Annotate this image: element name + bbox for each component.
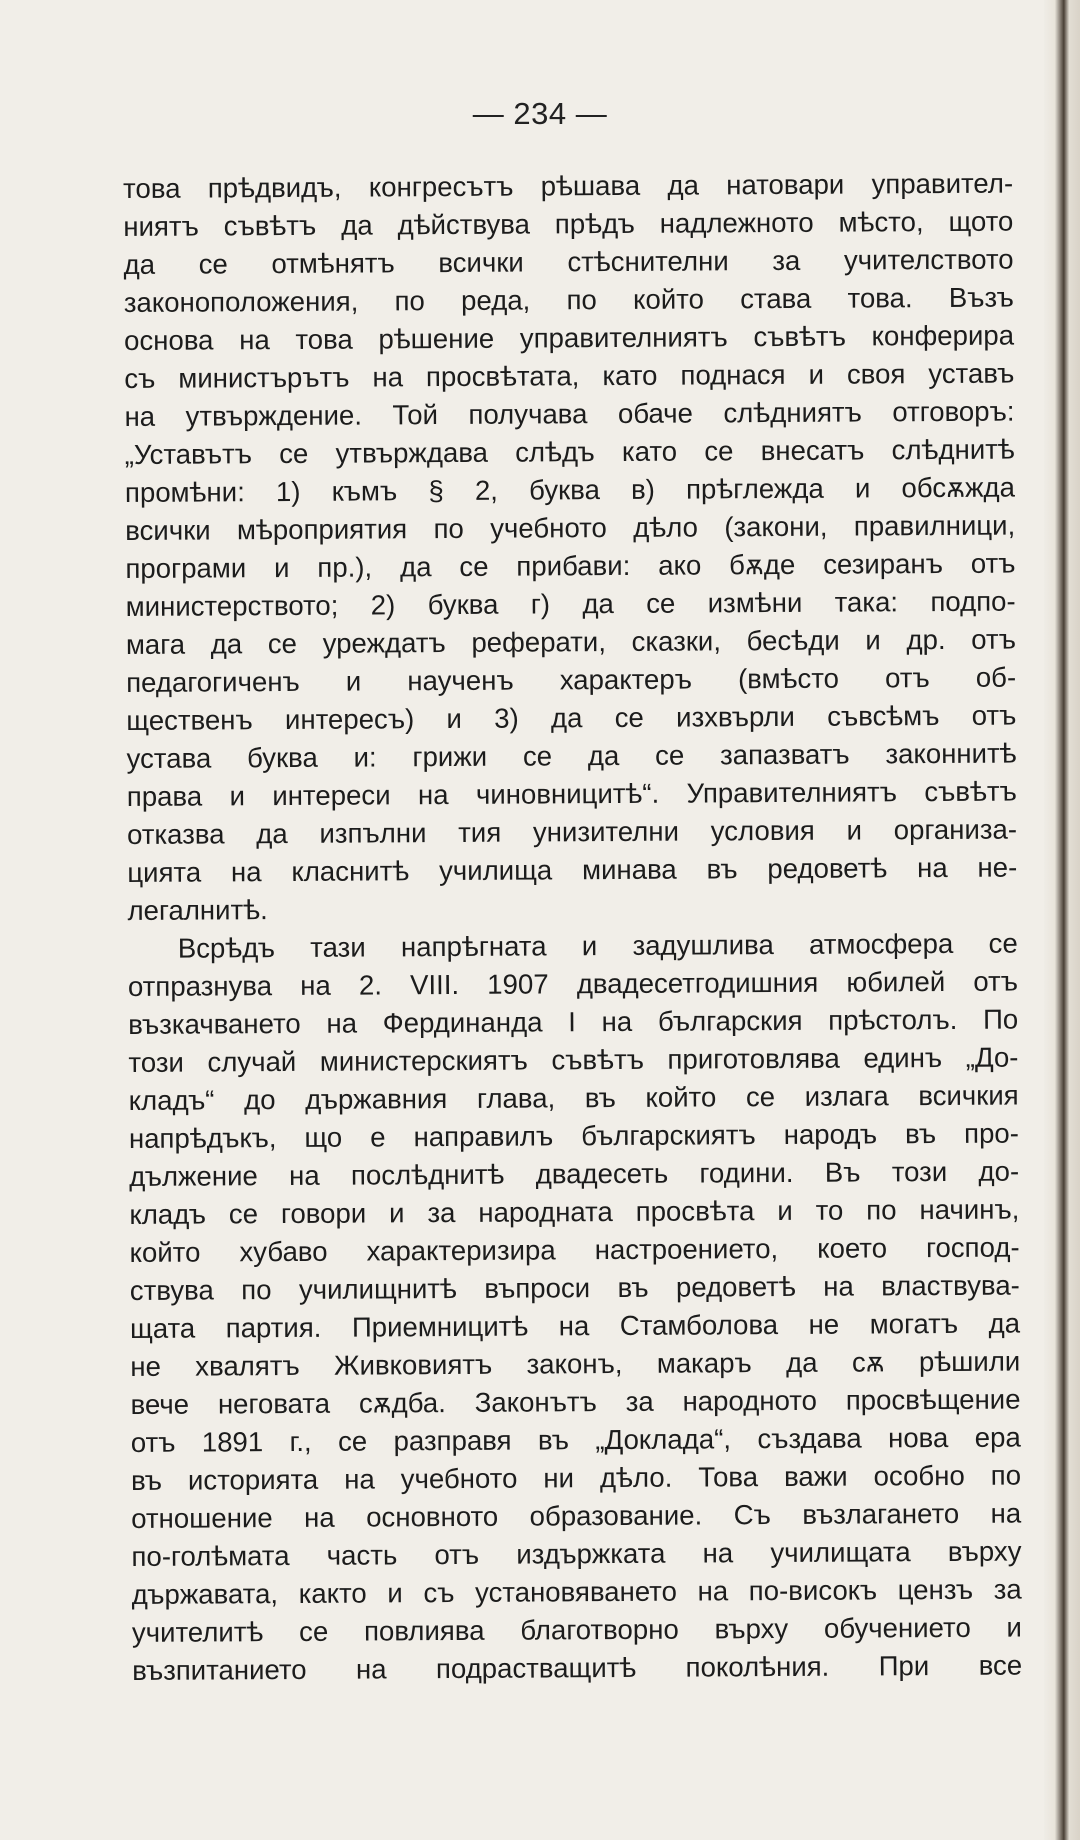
text-line: напрѣдъкъ, що е направилъ българскиятъ народъ въ про- (128, 1117, 1019, 1154)
text-line: държавата, както и съ установяването на по-високъ цензъ за (131, 1573, 1022, 1610)
text-line: вече неговата сѫдба. Законътъ за народното просвѣщение (130, 1383, 1021, 1420)
text-line: не хвалятъ Живковиятъ законъ, макаръ да сѫ рѣшили (130, 1345, 1021, 1382)
paragraph-2 (128, 925, 1023, 1690)
text-line: „Уставътъ се утвърждава слѣдъ като се внесатъ слѣднитѣ (124, 433, 1015, 470)
text-line: законоположения, по реда, по който става това. Възъ (123, 281, 1014, 318)
text-line: възкачването на Фердинанда I на българския прѣстолъ. По (128, 1003, 1019, 1040)
text-line: въ историята на учебното ни дѣло. Това важи особно по (130, 1459, 1022, 1496)
text-line: щата партия. Приемницитѣ на Стамболова не могатъ да (129, 1307, 1021, 1344)
text-line: кладъ се говори и за народната просвѣта и то по начинъ, (129, 1193, 1020, 1230)
text-line: това прѣдвидъ, конгресътъ рѣшава да натовари управител- (123, 167, 1014, 204)
text-line: педагогиченъ и наученъ характеръ (вмѣсто отъ об- (126, 661, 1017, 698)
text-line: отношение на основното образование. Съ възлагането на (131, 1497, 1022, 1534)
text-line: Всрѣдъ тази напрѣгната и задушлива атмосфера се (177, 927, 1018, 964)
text-line: цията на класнитѣ училища минава въ редоветѣ на не- (127, 851, 1018, 888)
text-line: учителитѣ се повлиява благотворно върху обучението и (131, 1611, 1023, 1648)
page-number: — 234 — (472, 96, 608, 131)
text-line: щественъ интересъ) и 3) да се изхвърли съвсѣмъ отъ (126, 699, 1017, 736)
text-line: устава буква и: грижи се да се запазватъ законнитѣ (126, 737, 1017, 774)
page-body-text (123, 165, 1022, 1690)
text-line: по-голѣмата часть отъ издържката на училищата върху (131, 1535, 1022, 1572)
text-line: да се отмѣнятъ всички стѣснителни за учителството (123, 243, 1014, 280)
text-line: отпразнува на 2. VIII. 1907 двадесетгодишния юбилей отъ (127, 965, 1019, 1002)
text-line: всички мѣроприятия по учебното дѣло (закони, правилници, (125, 509, 1016, 546)
text-line: министерството; 2) буква г) да се измѣни така: подпо- (125, 585, 1016, 622)
text-line: отказва да изпълни тия унизителни условия и организа- (126, 813, 1018, 850)
text-line: отъ 1891 г., се разправя въ „Доклада“, създава нова ера (130, 1421, 1021, 1458)
text-line: дължение на послѣднитѣ двадесеть години. Въ този до- (129, 1155, 1020, 1192)
text-line: програми и пр.), да се прибави: ако бѫде сезиранъ отъ (125, 547, 1016, 584)
text-line: този случай министерскиятъ съвѣтъ приготовлява единъ „До- (128, 1041, 1019, 1078)
text-line: мага да се уреждатъ реферати, сказки, бесѣди и др. отъ (125, 623, 1016, 660)
text-line: права и интереси на чиновницитѣ“. Управителниятъ съвѣтъ (126, 775, 1017, 812)
text-line: който хубаво характеризира настроението, което господ- (129, 1231, 1020, 1268)
text-line: ниятъ съвѣтъ да дѣйствува прѣдъ надлежното мѣсто, щото (123, 205, 1014, 242)
page-binding-edge (1044, 0, 1080, 1840)
text-line: легалнитѣ. (127, 894, 268, 926)
paragraph-1 (123, 165, 1018, 930)
text-line: възпитанието на подрастващитѣ поколѣния. При все (132, 1649, 1023, 1686)
text-line: промѣни: 1) къмъ § 2, буква в) прѣглежда и обсѫжда (124, 471, 1016, 508)
text-line: кладъ“ до държавния глава, въ който се излага всичкия (128, 1079, 1019, 1116)
text-line: съ министърътъ на просвѣтата, като поднася и своя уставъ (124, 357, 1015, 394)
text-line: ствува по училищнитѣ въпроси въ редоветѣ на властвува- (129, 1269, 1020, 1306)
text-line: основа на това рѣшение управителниятъ съвѣтъ конферира (123, 319, 1015, 356)
text-line: на утвърждение. Той получава обаче слѣдниятъ отговоръ: (124, 395, 1015, 432)
